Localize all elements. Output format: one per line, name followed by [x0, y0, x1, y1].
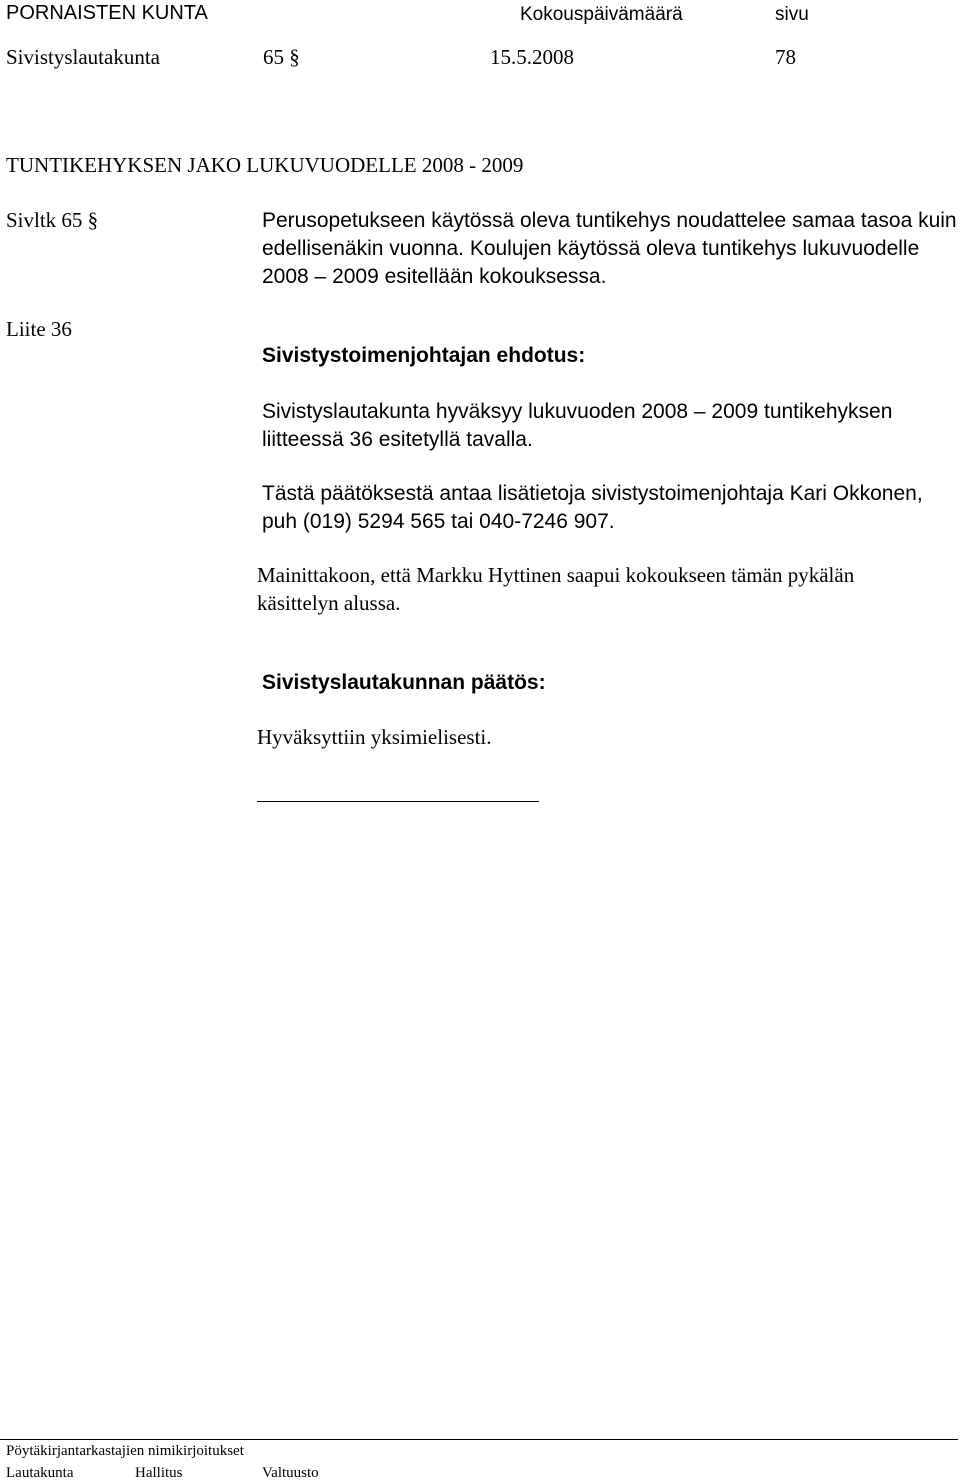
meeting-date-label: Kokouspäivämäärä: [520, 4, 683, 25]
info-line: puh (019) 5294 565 tai 040-7246 907.: [262, 510, 615, 533]
section-number: 65 §: [263, 45, 300, 69]
note-line: Mainittakoon, että Markku Hyttinen saapui kokoukseen tämän pykälän: [257, 563, 855, 587]
decision-text: Hyväksyttiin yksimielisesti.: [257, 725, 492, 749]
info-paragraph: [262, 480, 923, 536]
intro-line: edellisenäkin vuonna. Koulujen käytössä oleva tuntikehys lukuvuodelle: [262, 237, 920, 260]
footer-valtuusto: Valtuusto: [262, 1465, 319, 1481]
intro-line: Perusopetukseen käytössä oleva tuntikehys noudattelee samaa tasoa kuin: [262, 209, 957, 232]
page-number: 78: [775, 45, 796, 69]
proposal-line: Sivistyslautakunta hyväksyy lukuvuoden 2008 – 2009 tuntikehyksen: [262, 400, 893, 423]
intro-line: 2008 – 2009 esitellään kokouksessa.: [262, 265, 607, 288]
proposal-heading: Sivistystoimenjohtajan ehdotus:: [262, 344, 586, 367]
note-paragraph: [257, 561, 854, 617]
footer-hallitus: Hallitus: [135, 1465, 183, 1481]
meeting-date: 15.5.2008: [490, 45, 574, 69]
page-label: sivu: [775, 4, 809, 25]
info-line: Tästä päätöksestä antaa lisätietoja sivistystoimenjohtaja Kari Okkonen,: [262, 482, 923, 505]
proposal-paragraph: [262, 398, 892, 454]
intro-paragraph: [262, 207, 957, 291]
signature-line: [257, 801, 539, 802]
footer-lautakunta: Lautakunta: [6, 1465, 74, 1481]
board-name: Sivistyslautakunta: [6, 45, 160, 69]
signatures-label: Pöytäkirjantarkastajien nimikirjoitukset: [6, 1443, 244, 1459]
proposal-line: liitteessä 36 esitetyllä tavalla.: [262, 428, 533, 451]
attachment-reference: Liite 36: [6, 317, 72, 341]
section-title: TUNTIKEHYKSEN JAKO LUKUVUODELLE 2008 - 2009: [6, 153, 524, 177]
section-reference: Sivltk 65 §: [6, 208, 99, 232]
organization-name: PORNAISTEN KUNTA: [6, 2, 208, 24]
decision-heading: Sivistyslautakunnan päätös:: [262, 671, 546, 694]
note-line: käsittelyn alussa.: [257, 591, 401, 615]
footer-rule: [0, 1439, 958, 1440]
